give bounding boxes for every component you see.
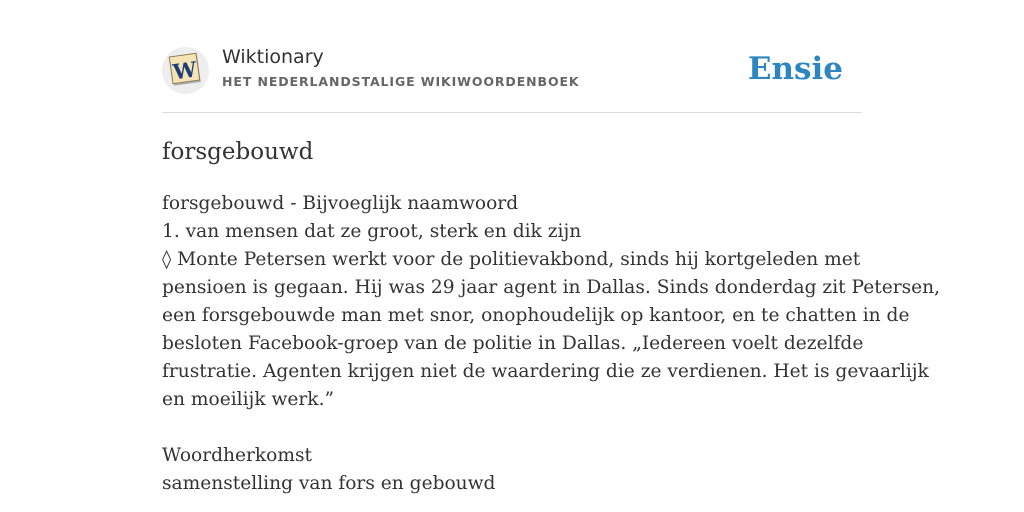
wiktionary-logo-tile: [162, 47, 209, 94]
site-subtitle: HET NEDERLANDSTALIGE WIKIWOORDENBOEK: [222, 74, 580, 89]
spacer: [162, 414, 862, 442]
example-line: ◊ Monte Petersen werkt voor de politievakbond, sinds hij kortgeleden met: [162, 249, 861, 270]
ensie-brand-logo[interactable]: Ensie: [747, 51, 843, 87]
word-class-line: forsgebouwd - Bijvoeglijk naamwoord: [162, 193, 519, 214]
example-line: en moeilijk werk.”: [162, 389, 334, 410]
page-title: forsgebouwd: [162, 139, 314, 165]
site-header: [162, 44, 862, 113]
example-line: pensioen is gegaan. Hij was 29 jaar agent in Dallas. Sinds donderdag zit Petersen,: [162, 277, 941, 298]
definition-line: 1. van mensen dat ze groot, sterk en dik zijn: [162, 221, 582, 242]
entry-content: [162, 190, 941, 498]
example-line: frustratie. Agenten krijgen niet de waardering die ze verdienen. Het is gevaarlijk: [162, 361, 929, 382]
etymology-text: samenstelling van fors en gebouwd: [162, 473, 496, 494]
site-title[interactable]: Wiktionary: [222, 46, 324, 68]
example-line: besloten Facebook-groep van de politie in Dallas. „Iedereen voelt dezelfde: [162, 333, 864, 354]
logo-letter: W: [171, 56, 199, 85]
example-line: een forsgebouwde man met snor, onophoudelijk op kantoor, en te chatten in de: [162, 305, 910, 326]
etymology-heading: Woordherkomst: [162, 445, 313, 466]
wiktionary-logo-icon[interactable]: [162, 47, 209, 94]
